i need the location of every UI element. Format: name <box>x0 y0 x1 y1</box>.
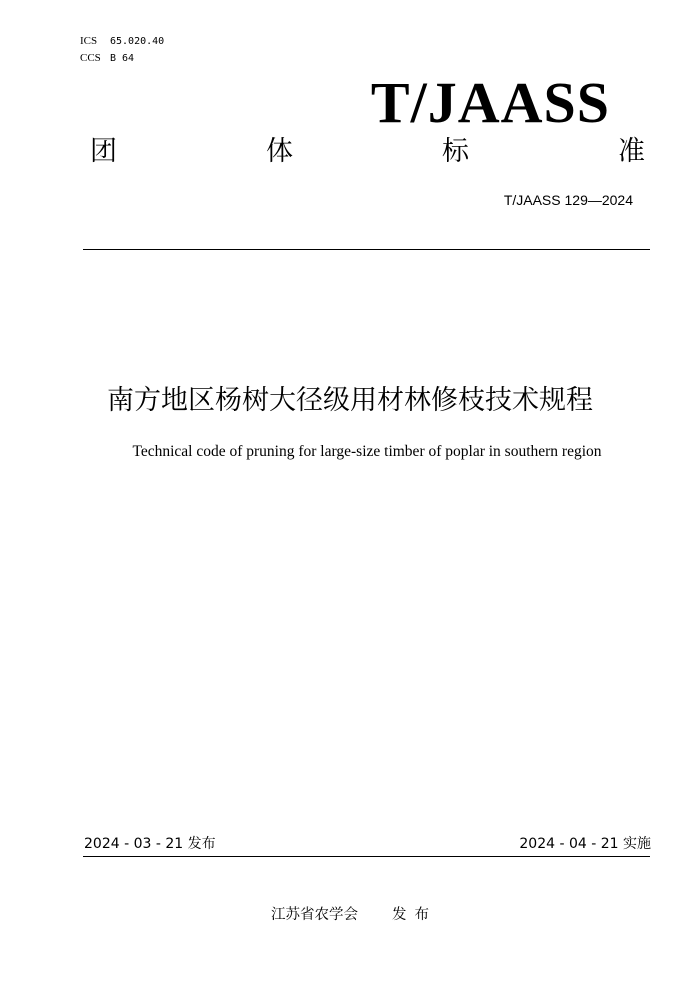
standard-type-char: 准 <box>618 136 645 167</box>
issue-date: 2024 - 03 - 21 发布 <box>84 836 216 852</box>
standard-number: T/JAASS 129—2024 <box>503 192 633 208</box>
publisher-line <box>271 905 437 925</box>
standard-type <box>90 134 645 170</box>
ics-value: 65.020.40 <box>110 36 165 47</box>
ccs-code <box>80 51 134 65</box>
publisher-organization: 江苏省农学会 <box>271 907 358 923</box>
standard-type-char: 团 <box>90 136 117 167</box>
standard-type-char: 标 <box>442 136 469 167</box>
implementation-date: 2024 - 04 - 21 实施 <box>519 836 651 852</box>
ics-label: ICS <box>80 35 98 47</box>
ccs-value: B 64 <box>110 53 135 64</box>
title-chinese: 南方地区杨树大径级用材林修枝技术规程 <box>107 385 593 416</box>
standard-logo: T/JAASS <box>370 70 610 135</box>
ccs-label: CCS <box>80 52 101 64</box>
publisher-action: 发布 <box>392 907 437 923</box>
title-english: Technical code of pruning for large-size timber of poplar in southern region <box>132 443 602 460</box>
standard-type-char: 体 <box>266 136 293 167</box>
ics-code <box>80 34 164 48</box>
top-divider <box>83 249 650 250</box>
bottom-divider <box>83 856 650 857</box>
